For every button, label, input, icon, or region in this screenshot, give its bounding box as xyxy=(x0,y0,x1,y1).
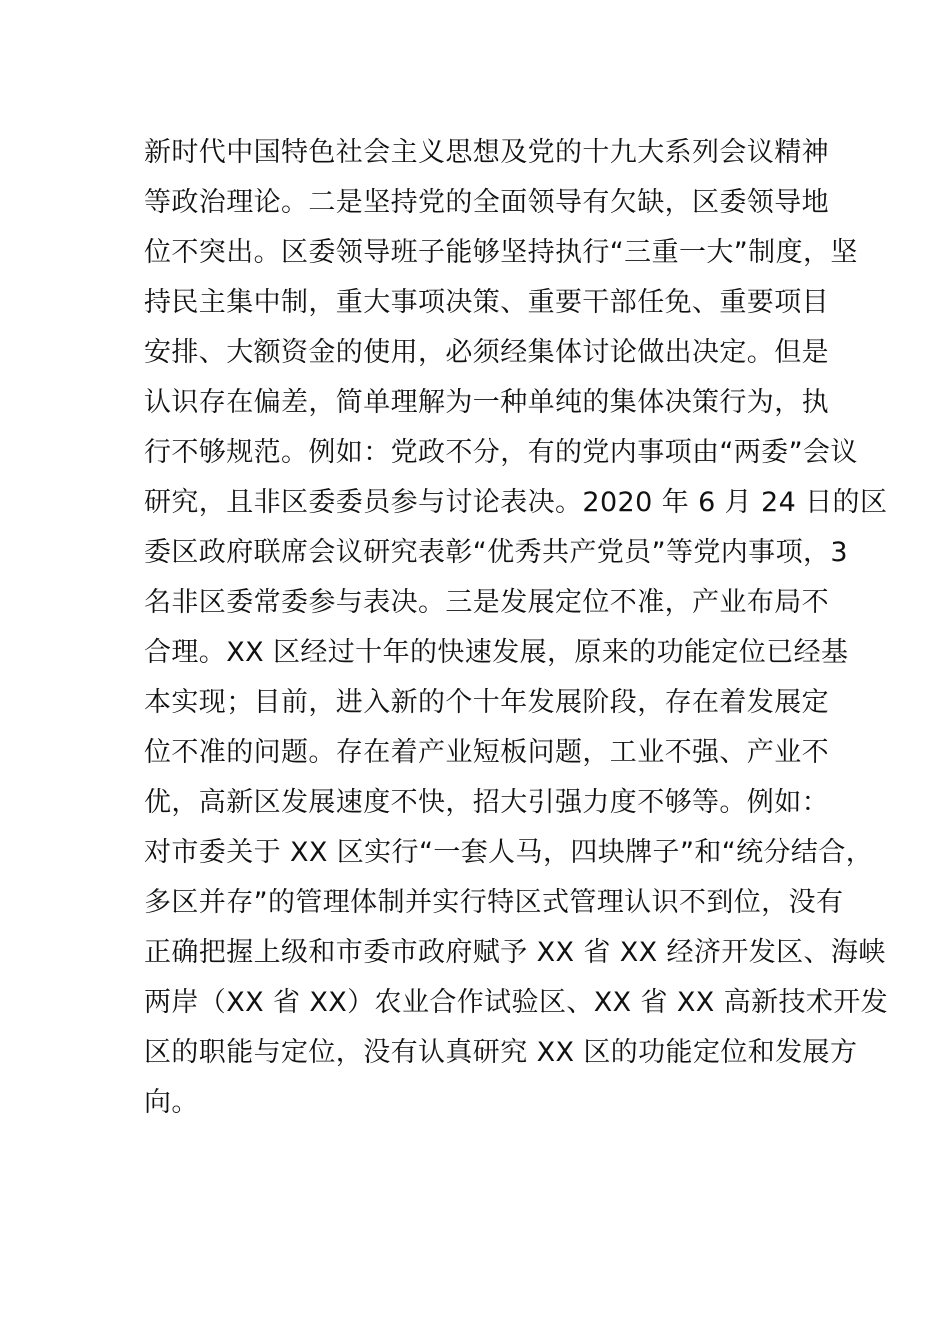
text-line: 持民主集中制，重大事项决策、重要干部任免、重要项目 xyxy=(144,287,829,318)
text-line: 行不够规范。例如：党政不分，有的党内事项由“两委”会议 xyxy=(144,437,858,468)
text-line: 合理。XX 区经过十年的快速发展，原来的功能定位已经基 xyxy=(144,637,849,668)
text-line: 新时代中国特色社会主义思想及党的十九大系列会议精神 xyxy=(144,137,829,168)
text-line: 委区政府联席会议研究表彰“优秀共产党员”等党内事项，3 xyxy=(144,537,848,568)
text-line: 等政治理论。二是坚持党的全面领导有欠缺，区委领导地 xyxy=(144,187,829,218)
text-line: 多区并存”的管理体制并实行特区式管理认识不到位，没有 xyxy=(144,887,844,918)
text-line: 对市委关于 XX 区实行“一套人马，四块牌子”和“统分结合， xyxy=(144,837,874,868)
text-line: 名非区委常委参与表决。三是发展定位不准，产业布局不 xyxy=(144,587,829,618)
text-line: 区的职能与定位，没有认真研究 XX 区的功能定位和发展方 xyxy=(144,1037,858,1068)
text-line: 两岸（XX 省 XX）农业合作试验区、XX 省 XX 高新技术开发 xyxy=(144,987,889,1018)
body-paragraph xyxy=(144,128,889,1128)
text-line: 本实现；目前，进入新的个十年发展阶段，存在着发展定 xyxy=(144,687,829,718)
text-line: 认识存在偏差，简单理解为一种单纯的集体决策行为，执 xyxy=(144,387,829,418)
text-line: 研究，且非区委委员参与讨论表决。2020 年 6 月 24 日的区 xyxy=(144,487,888,518)
text-line: 优，高新区发展速度不快，招大引强力度不够等。例如： xyxy=(144,787,829,818)
text-line: 向。 xyxy=(144,1087,199,1118)
text-line: 安排、大额资金的使用，必须经集体讨论做出决定。但是 xyxy=(144,337,829,368)
text-line: 正确把握上级和市委市政府赋予 XX 省 XX 经济开发区、海峡 xyxy=(144,937,886,968)
text-line: 位不准的问题。存在着产业短板问题，工业不强、产业不 xyxy=(144,737,829,768)
text-line: 位不突出。区委领导班子能够坚持执行“三重一大”制度，坚 xyxy=(144,237,858,268)
